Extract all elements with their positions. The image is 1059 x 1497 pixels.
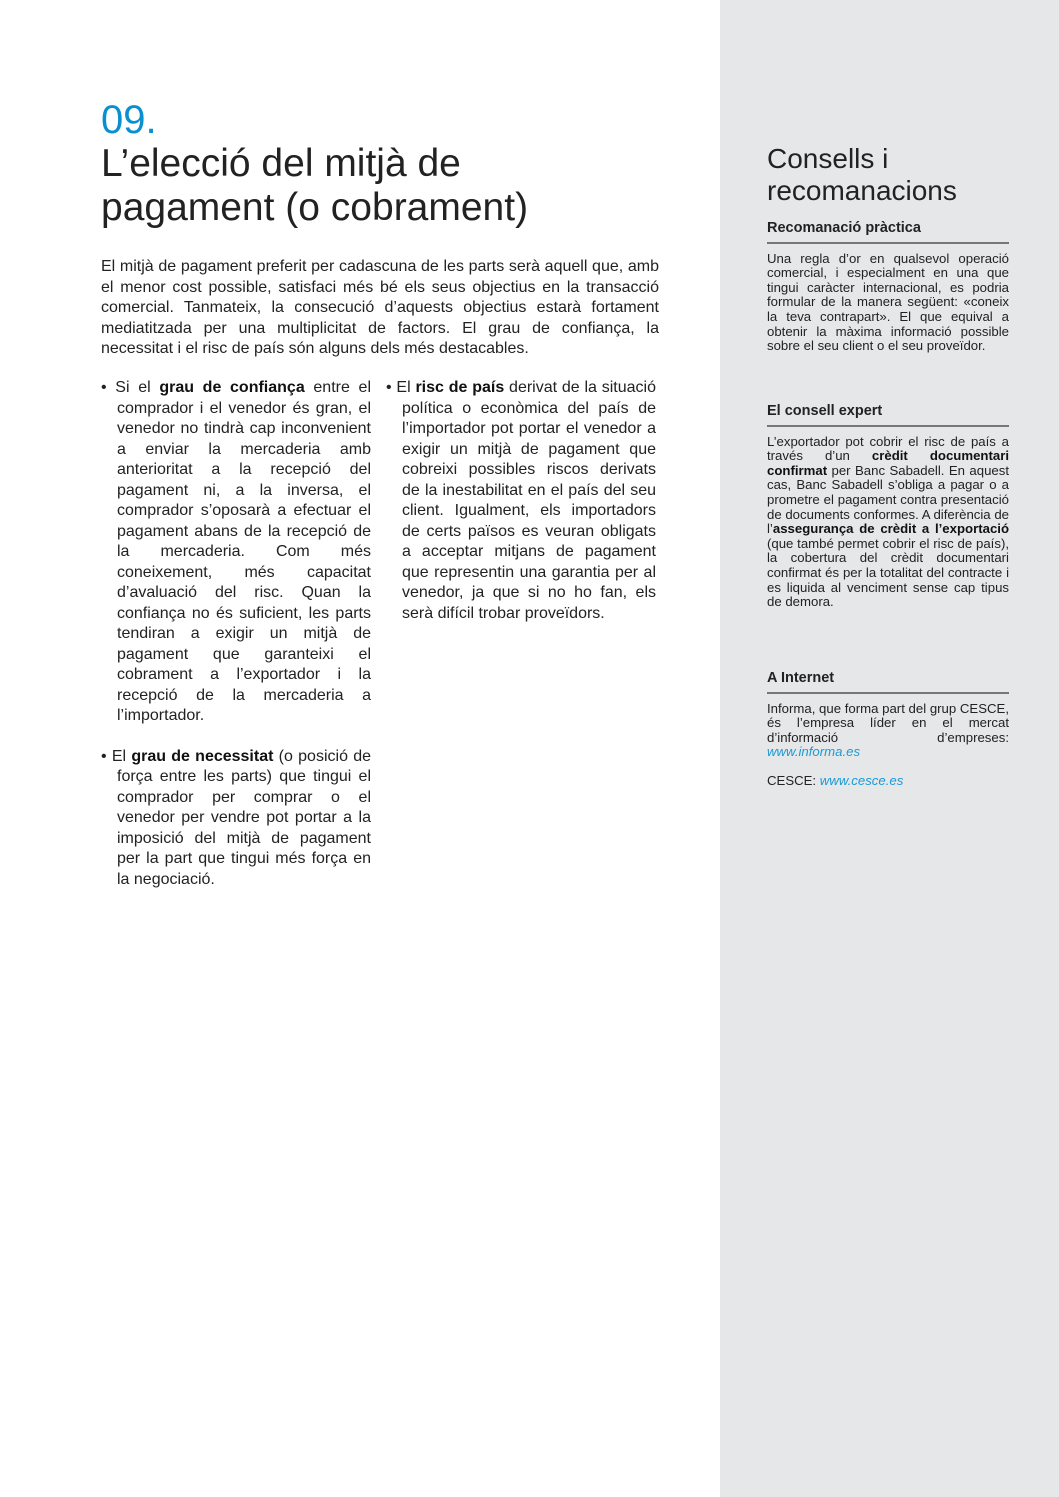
bullet-bold: grau de necessitat [131, 747, 274, 765]
bullet-text: (o posició de força entre les parts) que tingui el comprador per comprar o el venedor per vendre pot portar a la imposició del mitjà de pagament per la part que tingui més força en la negociació. [117, 747, 372, 888]
sidebar-section-expert [767, 404, 1009, 610]
text: (que també permet cobrir el risc de país), la cobertura del crèdit documentari confirmat és per la totalitat del contracte i es liquida al venciment sense cap tipus de demora. [767, 535, 1009, 610]
bullet-bold: risc de país [415, 379, 505, 396]
column-right [386, 378, 656, 644]
bold-text: crèdit documentari confirmat [767, 448, 1009, 478]
section-heading: Recomanació pràctica [767, 221, 1009, 244]
bullet-text: entre el comprador i el venedor és gran, el venedor no tindrà cap inconvenient a enviar la mercaderia amb anterioritat a la recepció del pagament ni, a la inversa, el comprador s’oposarà a efectuar el pagament abans de la recepció de la mercaderia. Com més coneixement, més capacitat d’avaluació del risc. Quan la confiança no és suficient, les parts tendiran a exigir un mitjà de pagament que garanteixi el cobrament a l’exportador i la recepció de la mercaderia a l’importador. [117, 379, 371, 724]
text: per Banc Sabadell. En aquest cas, Banc Sabadell s’obliga a pagar o a prometre el pagament contra presentació de documents conformes. A diferència de l’ [767, 462, 1009, 537]
text: Informa, que forma part del grup CESCE, és l’empresa líder en el mercat d’informació d’empreses: [767, 700, 1009, 745]
bullet-bold: grau de confiança [159, 379, 305, 396]
intro-paragraph: El mitjà de pagament preferit per cadascuna de les parts serà aquell que, amb el menor cost possible, satisfaci més bé els seus objectius en la transacció comercial. Tanmateix, la consecució d’aquests objectius estarà fortament mediatitzada per una multiplicitat de factors. El grau de confiança, la necessitat i el risc de país són alguns dels més destacables. [101, 258, 659, 357]
text: CESCE: [767, 772, 820, 788]
section-heading: A Internet [767, 671, 1009, 694]
page-title [101, 142, 701, 230]
section-text: Una regla d’or en qualsevol operació comercial, i especialment en una que tingui caràcter internacional, es podria formular de la manera següent: «coneix la teva contrapart». El que equival a obtenir la màxima informació possible sobre el seu client o el seu proveïdor. [767, 250, 1009, 354]
bullet-text: derivat de la situació política o econòmica del país de l’importador pot portar el venedor a exigir un mitjà de pagament que cobreixi possibles riscos derivats de la inestabilitat en el país del seu client. Igualment, els importadors de certs països es veuran obligats a acceptar mitjans de pagament que representin una garantia per al venedor, ja que si no ho fan, els serà difícil trobar proveïdors. [402, 379, 656, 622]
column-left [101, 378, 371, 910]
cesce-link[interactable]: www.cesce.es [819, 772, 904, 788]
bullet-item [101, 378, 371, 727]
bold-text: assegurança de crèdit a l’exportació [772, 521, 1009, 537]
sidebar-title: Consells i recomanacions [767, 143, 957, 206]
section-text [767, 435, 1009, 610]
section-heading: El consell expert [767, 404, 1009, 427]
informa-link[interactable]: www.informa.es [767, 744, 861, 760]
bullet-item [386, 378, 656, 624]
chapter-number: 09. [101, 98, 157, 142]
bullet-text: • El [101, 747, 132, 765]
section-text [767, 702, 1009, 760]
cesce-line [767, 774, 1009, 789]
sidebar-section-internet [767, 671, 1009, 789]
text: L’exportador pot cobrir el risc de país a través d’un [767, 433, 1009, 464]
bullet-text: • Si el [101, 379, 160, 396]
title-line: L’elecció del mitjà de [101, 142, 461, 185]
title-line: pagament (o cobrament) [101, 186, 529, 229]
bullet-item [101, 747, 371, 891]
sidebar-section-recommendation [767, 221, 1009, 354]
bullet-text: • El [386, 379, 416, 396]
